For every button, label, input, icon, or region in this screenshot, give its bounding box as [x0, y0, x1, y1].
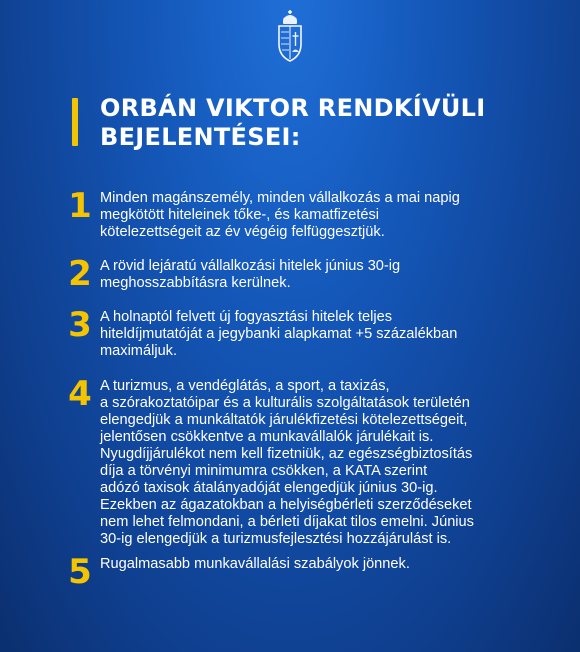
- item-number: 3: [68, 305, 92, 345]
- item-text: Minden magánszemély, minden vállalkozás a mai napig megkötött hiteleinek tőke-, és kamatfizetési kötelezettségeit az év végéig felfüggesztjük.: [100, 190, 460, 240]
- item-number: 1: [68, 186, 92, 226]
- list-item: [60, 186, 560, 241]
- item-text: A rövid lejáratú vállalkozási hitelek június 30-ig meghosszabbításra kerülnek.: [100, 258, 401, 291]
- list-item: [60, 305, 560, 360]
- item-number: 2: [68, 254, 92, 294]
- accent-bar: [72, 98, 78, 146]
- title-line-1: ORBÁN VIKTOR RENDKÍVÜLI: [100, 94, 486, 122]
- list-item: [60, 374, 560, 548]
- coat-of-arms-icon: [276, 10, 304, 62]
- list-item: [60, 254, 560, 294]
- item-number: 4: [68, 374, 92, 414]
- list-item: [60, 552, 560, 592]
- page-title: [100, 94, 486, 152]
- item-text: A turizmus, a vendéglátás, a sport, a taxizás, a szórakoztatóipar és a kulturális szolgáltatások területén elengedjük a munkáltatók járulékfizetési kötelezettségeit, jelentősen csökkentve a munkavállalók járulékait is. Nyugdíjjárulékot nem kell fizetniük, az egészségbiztosítás díja a törvényi minimumra csökken, a KATA szerint adózó taxisok átalányadóját elengedjük június 30-ig. Ezekben az ágazatokban a helyiségbérleti szerződéseket nem lehet felmondani, a bérleti díjakat tilos emelni. Június 30-ig elengedjük a turizmusfejlesztési hozzájárulást is.: [100, 378, 474, 547]
- item-text: Rugalmasabb munkavállalási szabályok jönnek.: [100, 556, 410, 572]
- header: [72, 94, 552, 152]
- title-line-2: BEJELENTÉSEI:: [100, 123, 301, 151]
- item-number: 5: [68, 552, 92, 592]
- item-text: A holnaptól felvett új fogyasztási hitelek teljes hiteldíjmutatóját a jegybanki alapkamat +5 százalékban maximáljuk.: [100, 309, 458, 359]
